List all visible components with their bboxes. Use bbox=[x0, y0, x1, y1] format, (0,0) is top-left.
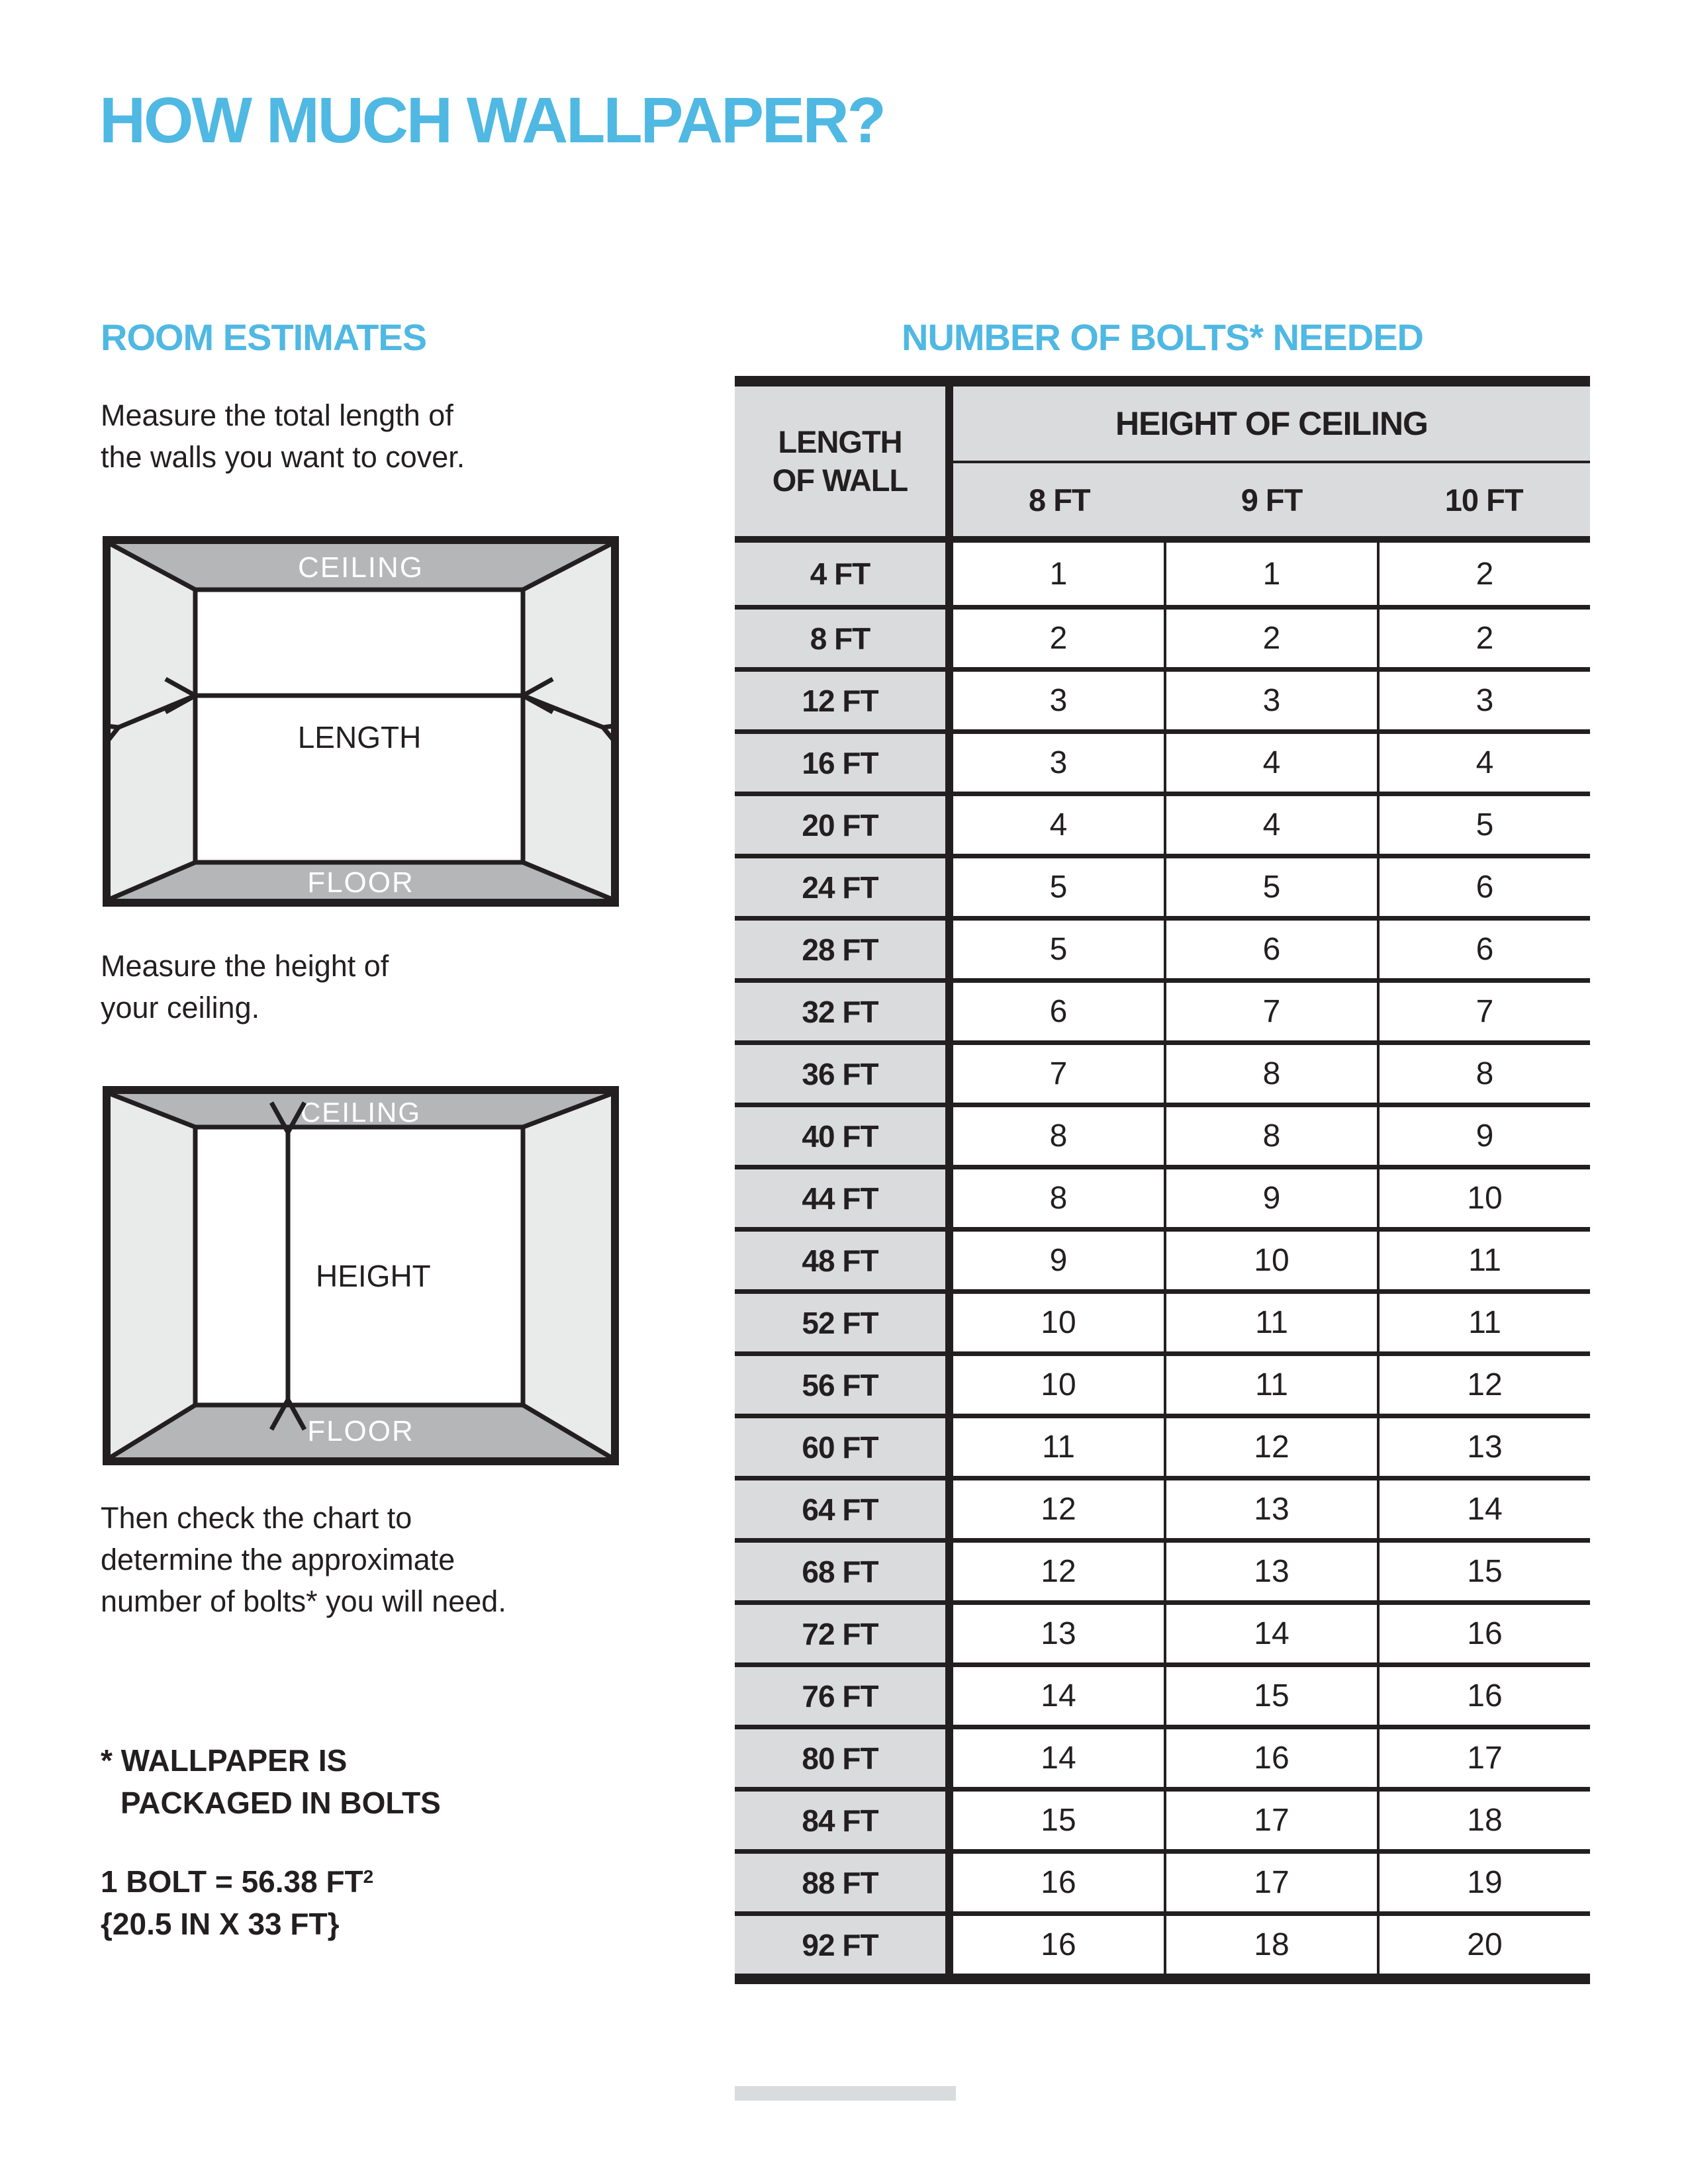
bolt-count-9ft: 17 bbox=[1164, 1792, 1377, 1849]
bolt-count-cells bbox=[953, 1605, 1590, 1662]
table-row bbox=[735, 1787, 1590, 1849]
vertical-divider bbox=[945, 858, 953, 916]
footnote-line1: * WALLPAPER IS bbox=[101, 1743, 348, 1778]
wall-length-cell: 32 FT bbox=[735, 983, 945, 1040]
bolt-count-9ft: 2 bbox=[1164, 610, 1377, 667]
row-axis-line2: OF WALL bbox=[772, 463, 908, 498]
bolt-count-9ft: 7 bbox=[1164, 983, 1377, 1040]
step2-line2: your ceiling. bbox=[101, 991, 260, 1024]
vertical-divider bbox=[945, 672, 953, 729]
wall-length-cell: 84 FT bbox=[735, 1792, 945, 1849]
bolt-count-10ft: 8 bbox=[1377, 1045, 1590, 1103]
bolt-count-cells bbox=[953, 672, 1590, 729]
table-row bbox=[735, 1040, 1590, 1103]
bolt-size-superscript: 2 bbox=[363, 1866, 374, 1887]
wall-length-cell: 44 FT bbox=[735, 1169, 945, 1227]
bolt-size-line2: {20.5 IN X 33 FT} bbox=[101, 1907, 340, 1941]
table-row bbox=[735, 978, 1590, 1040]
vertical-divider bbox=[945, 1543, 953, 1600]
wall-length-cell: 40 FT bbox=[735, 1107, 945, 1165]
bolt-count-cells bbox=[953, 1232, 1590, 1289]
bolt-count-8ft: 11 bbox=[1042, 1430, 1075, 1465]
table-row bbox=[735, 1849, 1590, 1911]
bolt-count-10ft: 11 bbox=[1377, 1294, 1590, 1351]
vertical-divider bbox=[945, 1045, 953, 1103]
vertical-divider bbox=[945, 1418, 953, 1476]
bolt-count-10ft: 15 bbox=[1377, 1543, 1590, 1600]
vertical-divider bbox=[945, 543, 953, 605]
wall-length-cell: 52 FT bbox=[735, 1294, 945, 1351]
table-row bbox=[735, 1227, 1590, 1289]
bolt-count-10ft: 16 bbox=[1377, 1667, 1590, 1725]
table-row bbox=[735, 1538, 1590, 1600]
room-estimates-heading: ROOM ESTIMATES bbox=[101, 316, 427, 358]
table-row bbox=[735, 1289, 1590, 1351]
wall-length-cell: 60 FT bbox=[735, 1418, 945, 1476]
bolt-count-8ft: 7 bbox=[1049, 1056, 1068, 1091]
bolt-count-8ft: 5 bbox=[1049, 932, 1068, 967]
wall-length-cell: 16 FT bbox=[735, 734, 945, 792]
bolt-count-10ft: 2 bbox=[1377, 543, 1590, 605]
table-row bbox=[735, 792, 1590, 854]
table-header bbox=[735, 387, 1590, 536]
ceiling-label: CEILING bbox=[300, 1097, 422, 1128]
footnote-line2: PACKAGED IN BOLTS bbox=[120, 1786, 441, 1820]
bolt-count-10ft: 3 bbox=[1377, 672, 1590, 729]
bolt-count-10ft: 2 bbox=[1377, 610, 1590, 667]
bolt-count-cells bbox=[953, 1169, 1590, 1227]
bolt-count-9ft: 9 bbox=[1164, 1169, 1377, 1227]
table-row bbox=[735, 1662, 1590, 1725]
bolt-count-10ft: 4 bbox=[1377, 734, 1590, 792]
bolt-count-cells bbox=[953, 610, 1590, 667]
bolt-count-10ft: 5 bbox=[1377, 796, 1590, 854]
bolt-count-8ft: 16 bbox=[1041, 1927, 1076, 1962]
wallpaper-bolts-footnote bbox=[101, 1739, 441, 1824]
bolt-count-8ft: 16 bbox=[1041, 1865, 1076, 1900]
bolt-count-10ft: 17 bbox=[1377, 1729, 1590, 1787]
table-row bbox=[735, 667, 1590, 729]
bolt-count-9ft: 18 bbox=[1164, 1916, 1377, 1974]
col-header-8ft: 8 FT bbox=[1029, 482, 1090, 518]
floor-label: FLOOR bbox=[307, 1415, 414, 1447]
bolt-count-9ft: 11 bbox=[1164, 1294, 1377, 1351]
wall-length-cell: 68 FT bbox=[735, 1543, 945, 1600]
wall-length-cell: 88 FT bbox=[735, 1854, 945, 1911]
bolt-count-cells bbox=[953, 921, 1590, 978]
bolt-count-8ft: 10 bbox=[1041, 1367, 1076, 1402]
bolt-count-9ft: 13 bbox=[1164, 1480, 1377, 1538]
bolt-count-cells bbox=[953, 543, 1590, 605]
bolt-count-8ft: 3 bbox=[1049, 683, 1068, 718]
bolt-count-9ft: 3 bbox=[1164, 672, 1377, 729]
vertical-divider bbox=[945, 1169, 953, 1227]
wall-length-cell: 4 FT bbox=[735, 543, 945, 605]
bolt-count-8ft: 14 bbox=[1041, 1741, 1076, 1776]
bolt-count-9ft: 11 bbox=[1164, 1356, 1377, 1414]
bolt-count-8ft: 10 bbox=[1041, 1305, 1076, 1340]
table-row bbox=[735, 1351, 1590, 1414]
bolt-count-9ft: 8 bbox=[1164, 1107, 1377, 1165]
table-row bbox=[735, 1725, 1590, 1787]
wall-length-cell: 20 FT bbox=[735, 796, 945, 854]
table-row bbox=[735, 854, 1590, 916]
bolt-count-cells bbox=[953, 1792, 1590, 1849]
table-row bbox=[735, 605, 1590, 667]
wall-length-cell: 76 FT bbox=[735, 1667, 945, 1725]
bolt-count-cells bbox=[953, 1356, 1590, 1414]
ceiling-height-columns bbox=[953, 463, 1590, 536]
bolt-count-10ft: 7 bbox=[1377, 983, 1590, 1040]
bolt-count-10ft: 19 bbox=[1377, 1854, 1590, 1911]
table-body bbox=[735, 543, 1590, 1974]
bolt-count-10ft: 18 bbox=[1377, 1792, 1590, 1849]
bolt-count-9ft: 15 bbox=[1164, 1667, 1377, 1725]
bolt-count-10ft: 16 bbox=[1377, 1605, 1590, 1662]
step1-line1: Measure the total length of bbox=[101, 398, 453, 432]
bolt-count-8ft: 2 bbox=[1049, 621, 1068, 656]
bolt-count-8ft: 12 bbox=[1041, 1554, 1076, 1589]
bolt-count-9ft: 8 bbox=[1164, 1045, 1377, 1103]
table-row bbox=[735, 1600, 1590, 1662]
bolt-count-8ft: 8 bbox=[1049, 1181, 1068, 1216]
bolt-count-cells bbox=[953, 1729, 1590, 1787]
bolt-count-10ft: 6 bbox=[1377, 858, 1590, 916]
vertical-divider bbox=[945, 921, 953, 978]
bolt-count-10ft: 9 bbox=[1377, 1107, 1590, 1165]
table-row bbox=[735, 1414, 1590, 1476]
table-row bbox=[735, 1911, 1590, 1974]
table-footer-gray-strip bbox=[735, 2086, 956, 2101]
bolts-needed-heading: NUMBER OF BOLTS* NEEDED bbox=[902, 316, 1423, 358]
vertical-divider bbox=[945, 734, 953, 792]
wall-length-cell: 72 FT bbox=[735, 1605, 945, 1662]
step3-text bbox=[101, 1497, 506, 1622]
bolt-count-cells bbox=[953, 1667, 1590, 1725]
bolt-count-9ft: 6 bbox=[1164, 921, 1377, 978]
bolt-count-cells bbox=[953, 1107, 1590, 1165]
wall-length-cell: 80 FT bbox=[735, 1729, 945, 1787]
col-header-9ft: 9 FT bbox=[1241, 482, 1303, 518]
step3-line1: Then check the chart to bbox=[101, 1501, 412, 1535]
room-height-diagram bbox=[103, 1086, 619, 1465]
vertical-divider bbox=[945, 610, 953, 667]
bolt-count-8ft: 5 bbox=[1049, 870, 1068, 905]
bolt-count-cells bbox=[953, 734, 1590, 792]
bolt-size-line1 bbox=[101, 1856, 373, 1903]
bolt-count-9ft: 17 bbox=[1164, 1854, 1377, 1911]
bolt-count-8ft: 1 bbox=[1049, 556, 1068, 592]
wall-length-cell: 92 FT bbox=[735, 1916, 945, 1974]
vertical-divider bbox=[945, 1729, 953, 1787]
step2-text bbox=[101, 945, 389, 1028]
bolt-count-8ft: 13 bbox=[1041, 1616, 1076, 1651]
vertical-divider bbox=[945, 1480, 953, 1538]
table-row bbox=[735, 1165, 1590, 1227]
wall-length-cell: 28 FT bbox=[735, 921, 945, 978]
bolt-count-cells bbox=[953, 1294, 1590, 1351]
bolts-table bbox=[735, 376, 1590, 1984]
bolt-count-10ft: 6 bbox=[1377, 921, 1590, 978]
bolt-count-cells bbox=[953, 983, 1590, 1040]
row-axis-line1: LENGTH bbox=[778, 424, 902, 459]
vertical-divider bbox=[945, 1667, 953, 1725]
vertical-divider bbox=[945, 796, 953, 854]
bolt-count-8ft: 6 bbox=[1049, 994, 1068, 1029]
bolt-count-8ft: 15 bbox=[1041, 1803, 1076, 1838]
bolt-count-8ft: 4 bbox=[1049, 807, 1068, 842]
bolt-count-9ft: 4 bbox=[1164, 734, 1377, 792]
row-axis-header bbox=[735, 387, 945, 536]
floor-label: FLOOR bbox=[307, 866, 414, 899]
bolt-count-cells bbox=[953, 1045, 1590, 1103]
bolt-count-cells bbox=[953, 1543, 1590, 1600]
bolt-count-cells bbox=[953, 1854, 1590, 1911]
bolt-count-10ft: 12 bbox=[1377, 1356, 1590, 1414]
bolt-count-10ft: 14 bbox=[1377, 1480, 1590, 1538]
bolt-count-9ft: 13 bbox=[1164, 1543, 1377, 1600]
vertical-divider bbox=[945, 387, 953, 536]
vertical-divider bbox=[945, 1916, 953, 1974]
col-header-10ft: 10 FT bbox=[1444, 482, 1523, 518]
table-row bbox=[735, 916, 1590, 978]
bolt-count-8ft: 3 bbox=[1049, 745, 1068, 780]
height-label: HEIGHT bbox=[316, 1259, 431, 1293]
table-row bbox=[735, 1103, 1590, 1165]
table-row bbox=[735, 543, 1590, 605]
bolt-count-10ft: 11 bbox=[1377, 1232, 1590, 1289]
bolt-size-text: 1 BOLT = 56.38 FT bbox=[101, 1864, 363, 1899]
step2-line1: Measure the height of bbox=[101, 949, 389, 983]
vertical-divider bbox=[945, 1605, 953, 1662]
bolt-count-9ft: 5 bbox=[1164, 858, 1377, 916]
step3-line2: determine the approximate bbox=[101, 1543, 455, 1576]
ceiling-label: CEILING bbox=[297, 551, 424, 584]
bolt-count-9ft: 16 bbox=[1164, 1729, 1377, 1787]
bolt-count-9ft: 4 bbox=[1164, 796, 1377, 854]
bolt-size-info bbox=[101, 1856, 373, 1945]
vertical-divider bbox=[945, 983, 953, 1040]
step3-line3: number of bolts* you will need. bbox=[101, 1584, 506, 1618]
vertical-divider bbox=[945, 1294, 953, 1351]
wall-length-cell: 64 FT bbox=[735, 1480, 945, 1538]
bolt-count-cells bbox=[953, 1480, 1590, 1538]
bolt-count-10ft: 10 bbox=[1377, 1169, 1590, 1227]
bolt-count-10ft: 20 bbox=[1377, 1916, 1590, 1974]
table-row bbox=[735, 1476, 1590, 1538]
step1-text bbox=[101, 394, 465, 478]
wall-length-cell: 36 FT bbox=[735, 1045, 945, 1103]
bolt-count-cells bbox=[953, 1916, 1590, 1974]
vertical-divider bbox=[945, 1232, 953, 1289]
bolt-count-cells bbox=[953, 796, 1590, 854]
bolt-count-9ft: 10 bbox=[1164, 1232, 1377, 1289]
room-length-diagram bbox=[103, 536, 619, 907]
vertical-divider bbox=[945, 1854, 953, 1911]
wall-length-cell: 48 FT bbox=[735, 1232, 945, 1289]
bolt-count-8ft: 14 bbox=[1041, 1678, 1076, 1713]
header-bottom-rule bbox=[735, 536, 1590, 543]
vertical-divider bbox=[945, 1792, 953, 1849]
page-title: HOW MUCH WALLPAPER? bbox=[99, 84, 884, 156]
bolt-count-8ft: 9 bbox=[1049, 1243, 1068, 1278]
col-axis-header: HEIGHT OF CEILING bbox=[953, 387, 1590, 461]
bolt-count-10ft: 13 bbox=[1377, 1418, 1590, 1476]
vertical-divider bbox=[945, 1356, 953, 1414]
vertical-divider bbox=[945, 1107, 953, 1165]
bolt-count-8ft: 8 bbox=[1049, 1118, 1068, 1154]
wall-length-cell: 56 FT bbox=[735, 1356, 945, 1414]
step1-line2: the walls you want to cover. bbox=[101, 440, 465, 474]
bolt-count-cells bbox=[953, 858, 1590, 916]
bolt-count-cells bbox=[953, 1418, 1590, 1476]
bolt-count-9ft: 14 bbox=[1164, 1605, 1377, 1662]
bolt-count-9ft: 1 bbox=[1164, 543, 1377, 605]
length-label: LENGTH bbox=[297, 720, 422, 754]
bolt-count-8ft: 12 bbox=[1041, 1492, 1076, 1527]
wall-length-cell: 24 FT bbox=[735, 858, 945, 916]
bolt-count-9ft: 12 bbox=[1164, 1418, 1377, 1476]
wall-length-cell: 12 FT bbox=[735, 672, 945, 729]
table-row bbox=[735, 729, 1590, 792]
column-headers bbox=[953, 387, 1590, 536]
wall-length-cell: 8 FT bbox=[735, 610, 945, 667]
